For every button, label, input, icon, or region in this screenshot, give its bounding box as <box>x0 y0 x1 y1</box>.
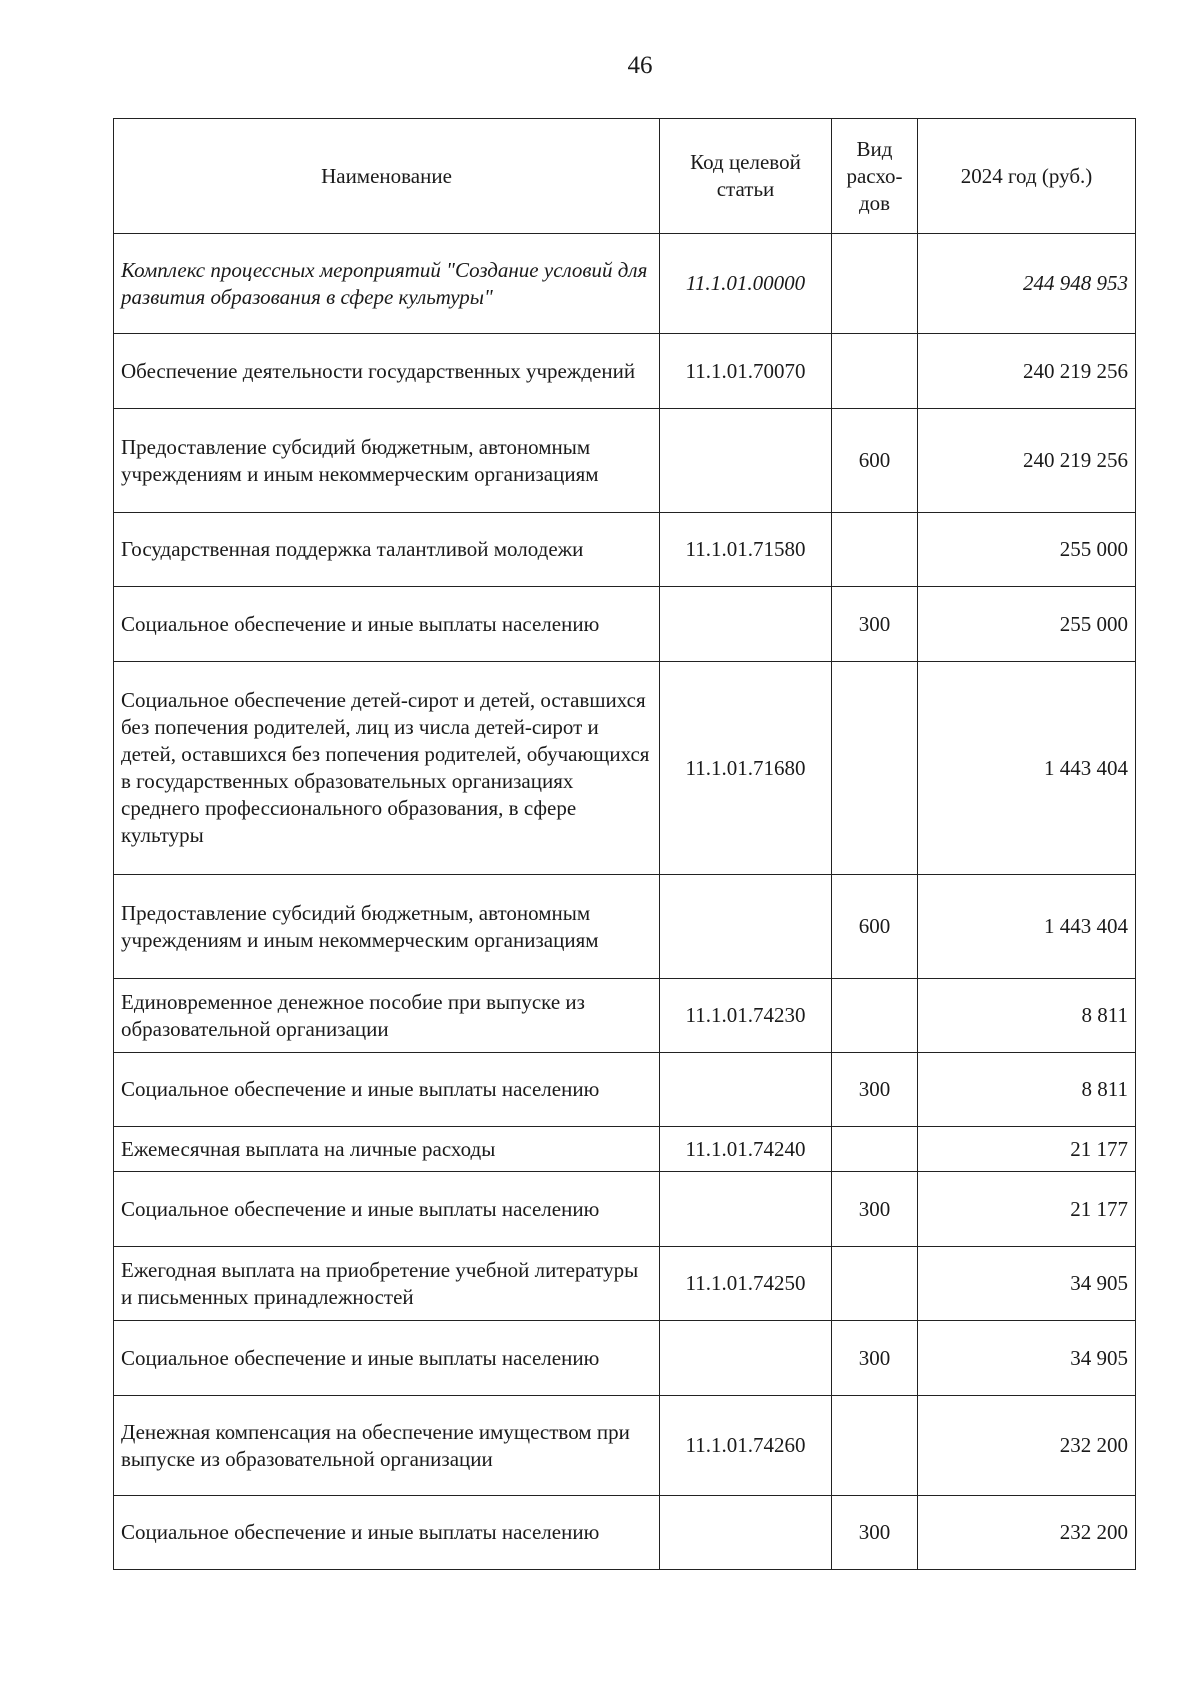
row-type: 300 <box>832 587 918 662</box>
row-code <box>660 1496 832 1570</box>
row-name: Социальное обеспечение и иные выплаты населению <box>114 1496 660 1570</box>
row-type: 600 <box>832 875 918 979</box>
row-type: 300 <box>832 1172 918 1247</box>
row-name: Единовременное денежное пособие при выпуске из образовательной организации <box>114 979 660 1053</box>
row-amount: 240 219 256 <box>918 334 1136 409</box>
row-type <box>832 979 918 1053</box>
table-row <box>114 979 1136 1053</box>
row-code: 11.1.01.71580 <box>660 513 832 587</box>
row-name: Предоставление субсидий бюджетным, автономным учреждениям и иным некоммерческим организациям <box>114 409 660 513</box>
row-type: 300 <box>832 1321 918 1396</box>
table-row <box>114 1172 1136 1247</box>
header-name: Наименование <box>114 119 660 234</box>
row-code: 11.1.01.00000 <box>660 234 832 334</box>
row-amount: 34 905 <box>918 1321 1136 1396</box>
row-code: 11.1.01.74250 <box>660 1247 832 1321</box>
row-type <box>832 1247 918 1321</box>
header-row <box>114 119 1136 234</box>
header-type: Вид расхо-дов <box>832 119 918 234</box>
table-row <box>114 1247 1136 1321</box>
row-name: Государственная поддержка талантливой молодежи <box>114 513 660 587</box>
table-row <box>114 587 1136 662</box>
row-type: 300 <box>832 1496 918 1570</box>
row-code <box>660 1321 832 1396</box>
row-type <box>832 1127 918 1172</box>
table-row <box>114 234 1136 334</box>
row-name: Комплекс процессных мероприятий "Создание условий для развития образования в сфере культуры" <box>114 234 660 334</box>
row-name: Социальное обеспечение и иные выплаты населению <box>114 1321 660 1396</box>
row-amount: 34 905 <box>918 1247 1136 1321</box>
row-name: Обеспечение деятельности государственных учреждений <box>114 334 660 409</box>
row-name: Предоставление субсидий бюджетным, автономным учреждениям и иным некоммерческим организациям <box>114 875 660 979</box>
row-type: 600 <box>832 409 918 513</box>
row-amount: 21 177 <box>918 1127 1136 1172</box>
row-name: Социальное обеспечение и иные выплаты населению <box>114 1172 660 1247</box>
row-name: Денежная компенсация на обеспечение имуществом при выпуске из образовательной организации <box>114 1396 660 1496</box>
table-row <box>114 875 1136 979</box>
table-row <box>114 1127 1136 1172</box>
row-name: Социальное обеспечение и иные выплаты населению <box>114 1053 660 1127</box>
row-amount: 8 811 <box>918 979 1136 1053</box>
table-row <box>114 662 1136 875</box>
row-type: 300 <box>832 1053 918 1127</box>
row-type <box>832 662 918 875</box>
row-amount: 1 443 404 <box>918 662 1136 875</box>
row-amount: 244 948 953 <box>918 234 1136 334</box>
row-amount: 232 200 <box>918 1396 1136 1496</box>
row-code <box>660 875 832 979</box>
row-type <box>832 513 918 587</box>
budget-table <box>113 118 1136 1570</box>
page-number: 46 <box>627 52 653 79</box>
row-name: Социальное обеспечение и иные выплаты населению <box>114 587 660 662</box>
row-code <box>660 409 832 513</box>
row-type <box>832 334 918 409</box>
row-amount: 255 000 <box>918 587 1136 662</box>
header-code: Код целевой статьи <box>660 119 832 234</box>
row-code <box>660 587 832 662</box>
row-amount: 1 443 404 <box>918 875 1136 979</box>
table-row <box>114 1321 1136 1396</box>
row-name: Ежегодная выплата на приобретение учебной литературы и письменных принадлежностей <box>114 1247 660 1321</box>
row-code <box>660 1172 832 1247</box>
row-name: Социальное обеспечение детей-сирот и детей, оставшихся без попечения родителей, лиц из числа детей-сирот и детей, оставшихся без попечения родителей, обучающихся в государственных образовательных организациях среднего профессионального образования, в сфере культуры <box>114 662 660 875</box>
row-amount: 21 177 <box>918 1172 1136 1247</box>
row-code: 11.1.01.74240 <box>660 1127 832 1172</box>
row-code: 11.1.01.74260 <box>660 1396 832 1496</box>
row-code: 11.1.01.70070 <box>660 334 832 409</box>
table-row <box>114 1053 1136 1127</box>
row-code: 11.1.01.71680 <box>660 662 832 875</box>
row-amount: 8 811 <box>918 1053 1136 1127</box>
row-amount: 255 000 <box>918 513 1136 587</box>
row-type <box>832 1396 918 1496</box>
table-row <box>114 409 1136 513</box>
row-name: Ежемесячная выплата на личные расходы <box>114 1127 660 1172</box>
row-amount: 240 219 256 <box>918 409 1136 513</box>
row-type <box>832 234 918 334</box>
row-amount: 232 200 <box>918 1496 1136 1570</box>
header-amount: 2024 год (руб.) <box>918 119 1136 234</box>
table-row <box>114 1496 1136 1570</box>
table-row <box>114 1396 1136 1496</box>
table-row <box>114 334 1136 409</box>
row-code <box>660 1053 832 1127</box>
table-row <box>114 513 1136 587</box>
row-code: 11.1.01.74230 <box>660 979 832 1053</box>
